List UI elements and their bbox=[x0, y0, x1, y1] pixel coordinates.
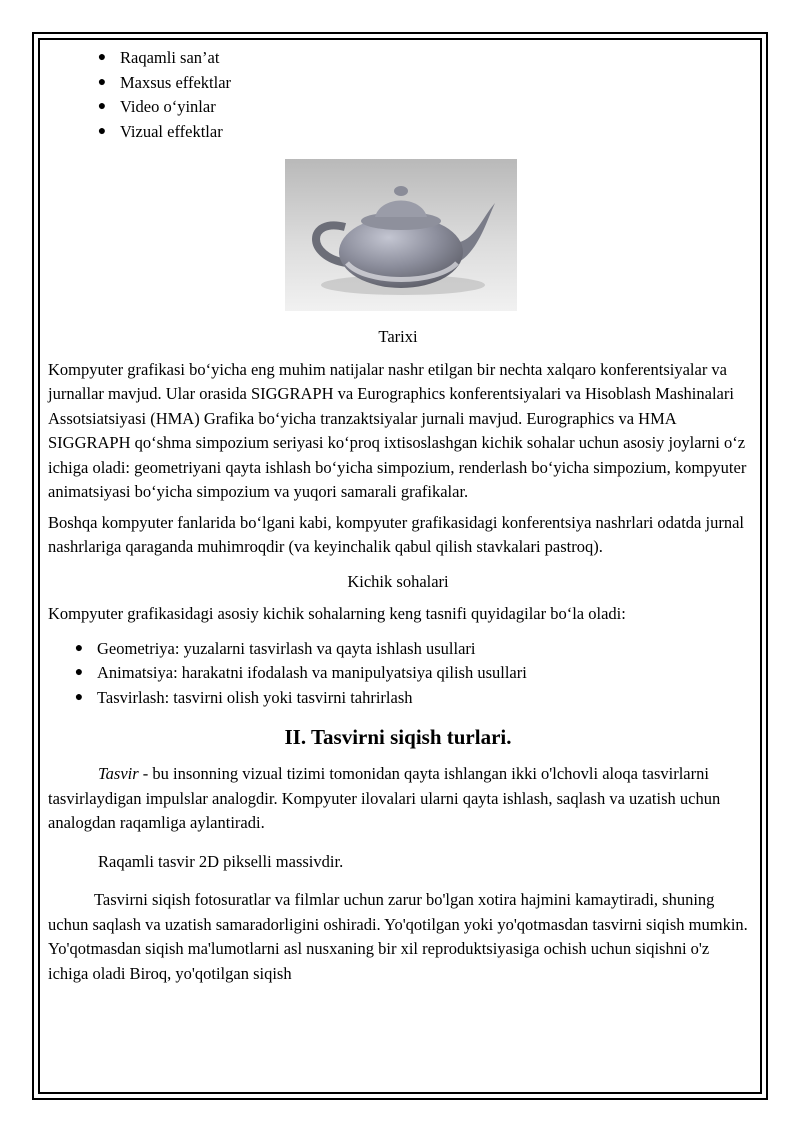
section2-paragraph-2: Raqamli tasvir 2D pikselli massivdir. bbox=[98, 851, 344, 871]
list-item-text: Maxsus effektlar bbox=[120, 72, 232, 92]
bullet-icon: ● bbox=[74, 640, 84, 656]
paragraph-text: - bu insonning vizual tizimi tomonidan qayta ishlangan ikki o'lchovli aloqa tasvirlarni tasvirlaydigan impulslar analogdir. Kompyuter ilovalari ularni qayta ishlash, saqlash va uzatish uchun analogdan raqamliga aylantiradi. bbox=[48, 764, 721, 832]
section-title: II. Tasvirni siqish turlari. bbox=[284, 725, 512, 749]
section2-paragraph-1 bbox=[48, 762, 748, 836]
subfields-list bbox=[48, 637, 748, 711]
document-body bbox=[48, 46, 748, 986]
list-item-text: Tasvirlash: tasvirni olish yoki tasvirni tahrirlash bbox=[97, 687, 413, 707]
section2-paragraph-3: Tasvirni siqish fotosuratlar va filmlar uchun zarur bo'lgan xotira hajmini kamaytiradi, shuning uchun saqlash va uzatish samaradorligini oshiradi. Yo'qotilgan yoki yo'qotmasdan tasvirni siqish mumkin. Yo'qotmasdan siqish ma'lumotlarni asl nusxaning bir xil reproduktsiyasiga ochish uchun siqishni o'z ichiga oladi Biroq, yo'qotilgan siqish bbox=[48, 890, 748, 983]
history-paragraph-1: Kompyuter grafikasi bo‘yicha eng muhim natijalar nashr etilgan bir nechta xalqaro konferentsiyalar va jurnallar mavjud. Ular orasida SIGGRAPH va Eurographics konferentsiyalari va Hisoblash Mashinalari Assotsiatsiyasi (HMA) Grafika bo‘yicha tranzaktsiyalar jurnali mavjud. Eurographics va HMA SIGGRAPH qo‘shma simpozium seriyasi ko‘proq ixtisoslashgan kichik sohalar uchun asosiy joylarni o‘z ichiga oladi: geometriyani qayta ishlash bo‘yicha simpozium, renderlash bo‘yicha simpozium, kompyuter animatsiyasi bo‘yicha simpozium va yuqori samarali grafikalar. bbox=[48, 359, 747, 501]
bullet-icon: ● bbox=[97, 74, 107, 90]
list-item bbox=[96, 71, 748, 96]
list-item bbox=[73, 637, 748, 662]
history-paragraph-2: Boshqa kompyuter fanlarida bo‘lgani kabi, kompyuter grafikasidagi konferentsiya nashrlari odatda jurnal nashrlariga qaraganda muhimroqdir (va keyinchalik qabul qilish stavkalari pastroq). bbox=[48, 512, 744, 556]
list-item-text: Raqamli san’at bbox=[120, 48, 220, 67]
history-heading: Tarixi bbox=[378, 327, 418, 346]
list-item bbox=[73, 661, 748, 686]
list-item bbox=[96, 46, 748, 71]
list-item-text: Video o‘yinlar bbox=[120, 97, 216, 116]
term-tasvir: Tasvir bbox=[98, 764, 139, 783]
list-item-text: Vizual effektlar bbox=[120, 121, 223, 141]
bullet-icon: ● bbox=[97, 99, 107, 114]
subfields-intro: Kompyuter grafikasidagi asosiy kichik sohalarning keng tasnifi quyidagilar bo‘la oladi: bbox=[48, 604, 626, 623]
list-item-text: Geometriya: yuzalarni tasvirlash va qayta ishlash usullari bbox=[97, 638, 476, 658]
bullet-icon: ● bbox=[97, 123, 107, 139]
bullet-icon: ● bbox=[74, 665, 84, 680]
list-item bbox=[96, 120, 748, 145]
list-item bbox=[73, 686, 748, 711]
list-item bbox=[96, 95, 748, 120]
subfields-heading: Kichik sohalari bbox=[347, 571, 449, 591]
bullet-icon: ● bbox=[97, 50, 107, 65]
application-list bbox=[48, 46, 748, 144]
list-item-text: Animatsiya: harakatni ifodalash va manipulyatsiya qilish usullari bbox=[97, 663, 527, 682]
teapot-image bbox=[285, 159, 517, 311]
bullet-icon: ● bbox=[74, 689, 84, 705]
